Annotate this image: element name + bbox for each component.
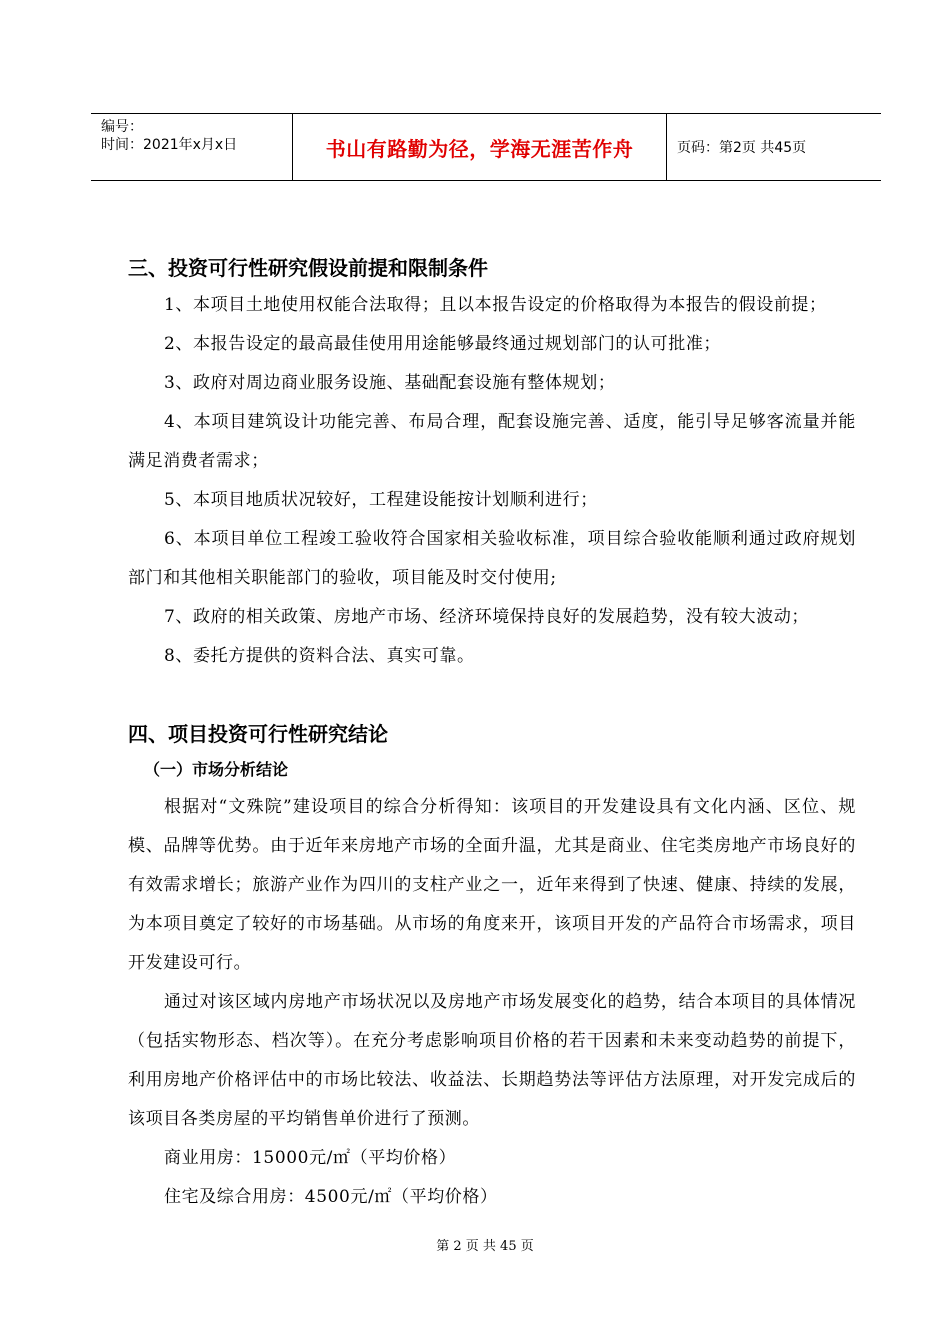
section-3-item: 5、本项目地质状况较好，工程建设能按计划顺利进行； xyxy=(164,490,598,510)
section-4-paragraph: 根据对“文殊院”建设项目的综合分析得知：该项目的开发建设具有文化内涵、区位、规模、品牌等优势。由于近年来房地产市场的全面升温，尤其是商业、住宅类房地产市场良好的有效需求增长；旅游产业作为四川的支柱产业之一，近年来得到了快速、健康、持续的发展，为本项目奠定了较好的市场基础。从市场的角度来开，该项目开发的产品符合市场需求，项目开发建设可行。 xyxy=(128,797,856,973)
section-3-item: 2、本报告设定的最高最佳使用用途能够最终通过规划部门的认可批准； xyxy=(164,334,722,354)
section-3-item: 3、政府对周边商业服务设施、基础配套设施有整体规划； xyxy=(164,373,616,393)
page-footer: 第 2 页 共 45 页 xyxy=(436,1239,534,1254)
header-motto: 书山有路勤为径，学海无涯苦作舟 xyxy=(293,114,667,180)
document-body xyxy=(128,250,856,1217)
section-3-item: 4、本项目建筑设计功能完善、布局合理，配套设施完善、适度，能引导足够客流量并能满足消费者需求； xyxy=(128,412,856,471)
section-3-item: 8、委托方提供的资料合法、真实可靠。 xyxy=(164,646,475,666)
section-4-title: 四、项目投资可行性研究结论 xyxy=(128,722,388,746)
page-header xyxy=(91,113,881,181)
commercial-price-line: 商业用房：15000元/㎡（平均价格） xyxy=(164,1148,457,1168)
residential-price-line: 住宅及综合用房：4500元/㎡（平均价格） xyxy=(164,1187,498,1207)
section-4-subtitle: （一）市场分析结论 xyxy=(144,760,289,779)
document-time-label: 时间：2021年x月x日 xyxy=(101,137,238,153)
header-page-code: 页码：第2页 共45页 xyxy=(677,140,807,156)
section-4-paragraph: 通过对该区域内房地产市场状况以及房地产市场发展变化的趋势，结合本项目的具体情况（包括实物形态、档次等）。在充分考虑影响项目价格的若干因素和未来变动趋势的前提下，利用房地产价格评估中的市场比较法、收益法、长期趋势法等评估方法原理，对开发完成后的该项目各类房屋的平均销售单价进行了预测。 xyxy=(128,992,856,1129)
section-3-item: 7、政府的相关政策、房地产市场、经济环境保持良好的发展趋势，没有较大波动； xyxy=(164,607,810,627)
section-3-item: 1、本项目土地使用权能合法取得；且以本报告设定的价格取得为本报告的假设前提； xyxy=(164,295,827,315)
header-meta xyxy=(91,114,293,180)
section-3-item: 6、本项目单位工程竣工验收符合国家相关验收标准，项目综合验收能顺利通过政府规划部门和其他相关职能部门的验收，项目能及时交付使用; xyxy=(128,529,856,588)
section-spacer xyxy=(128,676,856,716)
document-number-label: 编号： xyxy=(101,119,143,135)
section-3-title: 三、投资可行性研究假设前提和限制条件 xyxy=(128,256,488,280)
